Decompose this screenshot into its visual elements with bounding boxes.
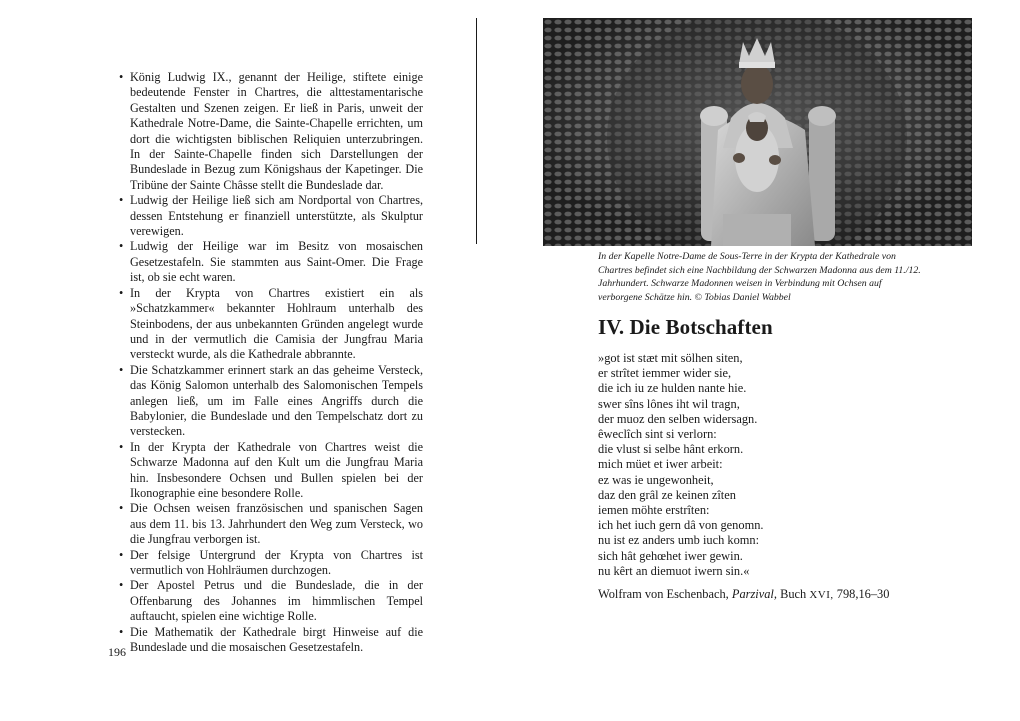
- poem-line: mich müet et iwer arbeit:: [598, 457, 723, 472]
- bullet-list: [119, 70, 423, 655]
- attribution-book: Buch: [780, 587, 807, 601]
- list-item: • Die Mathematik der Kathedrale birgt Hinweise auf die Bundeslade und die mosaischen Gesetzestafeln.: [119, 625, 423, 656]
- list-item: • Die Ochsen weisen französischen und spanischen Sagen aus dem 11. bis 13. Jahrhundert den Weg zum Versteck, wo die Jungfrau verborgen ist.: [119, 501, 423, 547]
- list-item: • In der Krypta der Kathedrale von Chartres weist die Schwarze Madonna auf den Kult um die Jungfrau Maria hin. Insbesondere Ochsen und Bullen spielen bei der Ikonographie eine besondere Rolle.: [119, 440, 423, 502]
- poem-line: nu ist ez anders umb iuch komn:: [598, 533, 760, 548]
- madonna-photo: [543, 18, 972, 246]
- list-item: • Ludwig der Heilige war im Besitz von mosaischen Gesetzestafeln. Sie stammten aus Saint-Omer. Die Frage ist, ob sie echt waren.: [119, 239, 423, 285]
- black-madonna-statue-image: [543, 18, 972, 246]
- list-item: • In der Krypta von Chartres existiert ein als »Schatzkammer« bekannter Hohlraum unterhalb des Steinbodens, der aus unbekannten Gründen angelegt wurde und in der vermutlich die Camisia der Jungfrau Maria versteckt wurde, als die Kathedrale abbrannte.: [119, 286, 423, 363]
- poem-line: iemen möhte erstrîten:: [598, 503, 710, 518]
- attribution-book-number: XVI,: [809, 589, 834, 601]
- poem-line: die vlust si selbe hânt erkorn.: [598, 442, 744, 457]
- page-number: 196: [108, 645, 126, 659]
- list-item: • Der felsige Untergrund der Krypta von Chartres ist vermutlich von Hohlräumen durchzogen.: [119, 548, 423, 579]
- attribution-author: Wolfram von Eschenbach,: [598, 587, 729, 601]
- poem-quote: [598, 351, 928, 579]
- list-item: • Ludwig der Heilige ließ sich am Nordportal von Chartres, dessen Entstehung er finanziell unterstützte, als Skulptur verewigen.: [119, 193, 423, 239]
- left-page-text: [119, 70, 423, 655]
- poem-line: swer sîns lônes iht wil tragn,: [598, 396, 740, 411]
- attribution-work: Parzival,: [731, 587, 777, 601]
- photo-caption: In der Kapelle Notre-Dame de Sous-Terre in der Krypta der Kathedrale von Chartres befindet sich eine Nachbildung der Schwarzen Madonna aus dem 11./12. Jahrhundert. Schwarze Madonnen weisen in Verbindung mit Ochsen auf verborgene Schätze hin. © Tobias Daniel Wabbel: [598, 251, 921, 303]
- poem-line: ez was ie ungewonheit,: [598, 472, 714, 487]
- poem-line: daz den grâl ze keinen zîten: [598, 487, 736, 502]
- poem-line: nu kêrt an diemuot iwern sin.«: [598, 563, 750, 578]
- attribution-verses: 798,16–30: [836, 587, 890, 601]
- poem-line: sich hât gehœhet iwer gewin.: [598, 548, 743, 563]
- chapter-heading: IV. Die Botschaften: [598, 315, 773, 339]
- gutter-divider: [476, 18, 477, 244]
- poem-line: »got ist stæt mit sölhen siten,: [598, 351, 743, 365]
- poem-line: er strîtet iemmer wider sie,: [598, 366, 732, 381]
- poem-line: êweclîch sint si verlorn:: [598, 427, 717, 442]
- poem-line: ich het iuch gern dâ von genomn.: [598, 518, 764, 533]
- poem-line: die ich iu ze hulden nante hie.: [598, 381, 747, 396]
- list-item: • Die Schatzkammer erinnert stark an das geheime Versteck, das König Salomon unterhalb des Salomonischen Tempels anlegen ließ, um im Falle eines Angriffs durch die Babylonier, die Bundeslade und den Tempelschatz dort zu verstecken.: [119, 363, 423, 440]
- quote-attribution: [598, 587, 938, 603]
- list-item: • Der Apostel Petrus und die Bundeslade, die in der Offenbarung des Johannes im himmlischen Tempel auftaucht, spielen eine wichtige Rolle.: [119, 578, 423, 624]
- poem-line: der muoz den selben widersagn.: [598, 411, 758, 426]
- list-item: • König Ludwig IX., genannt der Heilige, stiftete einige bedeutende Fenster in Chartres, die alttestamentarische Gestalten und Szenen zeigen. Er ließ in Paris, unweit der Kathedrale Notre-Dame, die Sainte-Chapelle errichten, um dort die wichtigsten biblischen Reliquien unterzubringen. In der Sainte-Chapelle finden sich Darstellungen der Bundeslade in Bezug zum Königshaus der Kapetinger. Die Tribüne der Sainte Châsse stellt die Bundeslade dar.: [119, 70, 423, 193]
